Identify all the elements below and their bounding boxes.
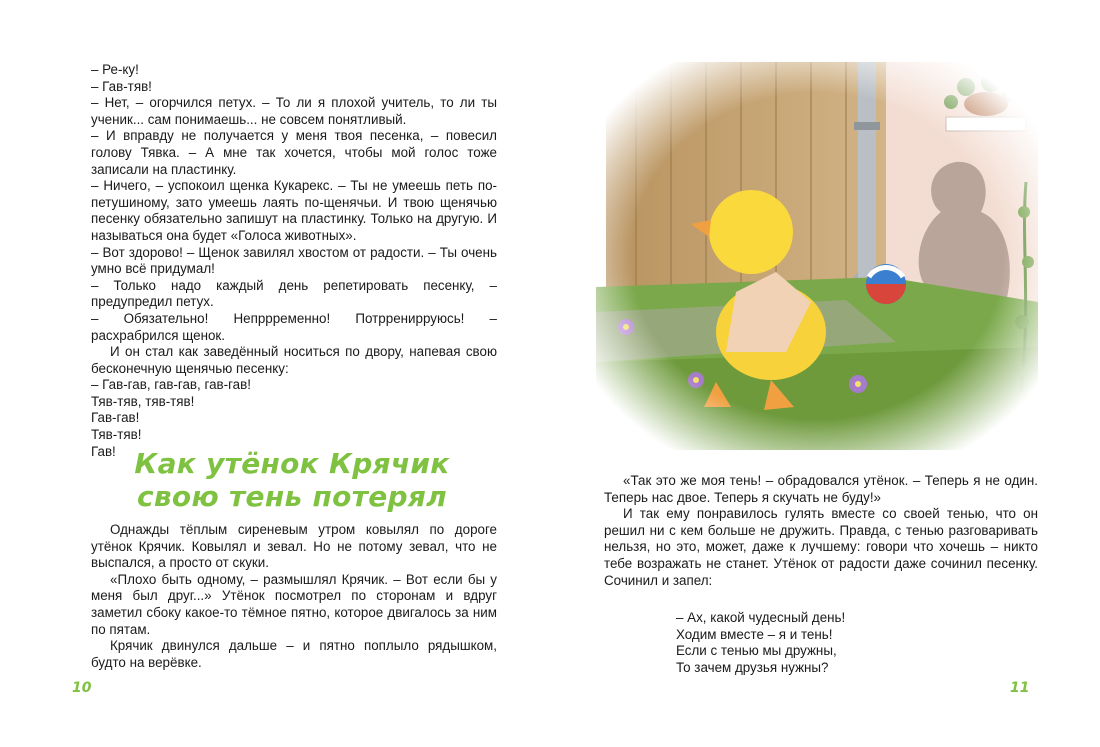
poem-line: – Ах, какой чудесный день! [676,610,846,625]
page-number-left: 10 [72,680,92,696]
poem [676,610,845,676]
paragraph: И он стал как заведённый носиться по двору, напевая свою бесконечную щенячью песенку: [91,344,497,376]
story-title-line: Как утёнок Крячик [134,447,450,480]
paragraph: – Ре-ку! [91,62,139,77]
song-line: Гав-гав! [91,410,140,426]
duckling-illustration [596,62,1038,450]
paragraph: – Нет, – огорчился петух. – То ли я плохой учитель, то ли ты ученик... сам понимаешь... не совсем понятливый. [91,95,497,127]
paragraph: Однажды тёплым сиреневым утром ковылял по дороге утёнок Крячик. Ковылял и зевал. Но не потому зевал, что не выспался, а просто от скуки. [91,522,497,571]
right-page-text [604,473,1038,589]
left-page-bottom-text [91,522,497,671]
paragraph: «Плохо быть одному, – размышлял Крячик. – Вот если бы у меня был друг...» Утёнок посмотрел по сторонам и вдруг заметил сбоку какое-то тёмное пятно, которое двигалось за ним по пятам. [91,571,497,637]
song-line: Гав! [91,443,116,459]
poem-line: Если с тенью мы дружны, [676,643,837,659]
paragraph: Крячик двинулся дальше – и пятно поплыло рядышком, будто на верёвке. [91,638,497,670]
paragraph: – Ничего, – успокоил щенка Кукарекс. – Ты не умеешь петь по-петушиному, зато умеешь лаять по-щенячьи. И твою щенячью песенку обязательно запишут на пластинку. Только на другую. И называться она будет «Голоса животных». [91,178,497,243]
song-line: Тяв-тяв, тяв-тяв! [91,393,195,409]
paragraph: – Обязательно! Непррременно! Потрренирруюсь! – расхрабрился щенок. [91,310,497,343]
story-title [88,447,496,513]
story-title-line: свою тень потерял [137,480,447,513]
paragraph: – И вправду не получается у меня твоя песенка, – повесил голову Тявка. – А мне так хочется, чтобы мой голос тоже записали на пластинку. [91,128,497,177]
poem-line: Ходим вместе – я и тень! [676,626,833,642]
page-number-right: 11 [1010,680,1030,696]
paragraph: – Только надо каждый день репетировать песенку, – предупредил петух. [91,277,497,310]
song-line: Тяв-тяв! [91,427,142,443]
paragraph: И так ему понравилось гулять вместе со своей тенью, что он решил ни с кем больше не дружить. Правда, с тенью разговаривать нельзя, но это, может, даже к лучшему: говори что хочешь – никто тебе возражать не станет. Утёнок от радости даже сочинил песенку. Сочинил и запел: [604,506,1038,588]
paragraph: – Вот здорово! – Щенок завилял хвостом от радости. – Ты очень умно всё придумал! [91,244,497,277]
paragraph: «Так это же моя тень! – обрадовался утёнок. – Теперь я не один. Теперь нас двое. Теперь я скучать не буду!» [604,473,1038,505]
left-page-top-text [91,62,497,460]
song-line: – Гав-гав, гав-гав, гав-гав! [91,377,251,393]
poem-line: То зачем друзья нужны? [676,659,829,675]
paragraph: – Гав-тяв! [91,78,152,94]
